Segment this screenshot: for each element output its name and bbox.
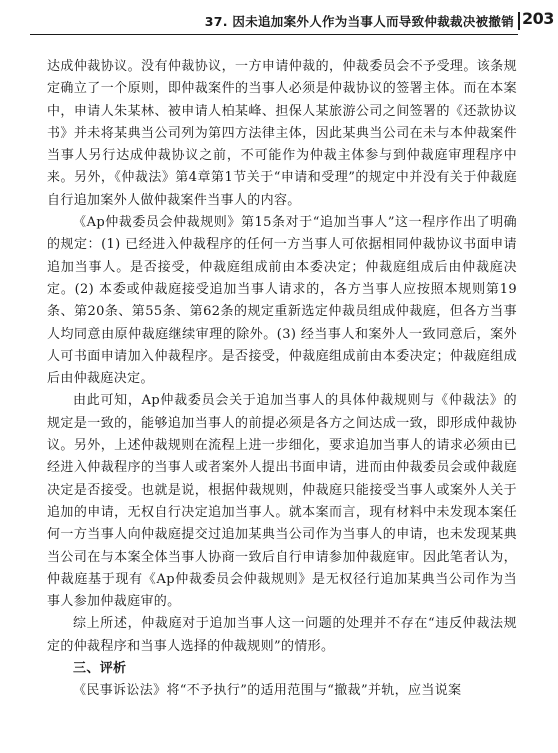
page-number: 203 (522, 9, 554, 28)
running-header-title: 37. 因未追加案外人作为当事人而导致仲裁裁决被撤销 (204, 14, 514, 29)
paragraph-last-line: 《民事诉讼法》将“不予执行”的适用范围与“撤裁”并轨，应当说案 (73, 683, 462, 699)
header-separator (518, 12, 520, 30)
paragraph-continued: 达成仲裁协议。没有仲裁协议，一方申请仲裁的，仲裁委员会不予受理。该条规定确立了一个原则，即仲裁案件的当事人必须是仲裁协议的签署主体。而在本案中，申请人朱某林、被申请人柏某峰、担保人某旅游公司之间签署的《还款协议书》并未将某典当公司列为第四方法律主体，因此某典当公司在未与本仲裁案件当事人另行达成仲裁协议之前，不可能作为仲裁主体参与到仲裁庭审理程序中来。另外，《仲裁法》第4章第1节关于“申请和受理”的规定中并没有关于仲裁庭自行追加案外人做仲裁案件当事人的内容。 (47, 59, 517, 208)
paragraph-analysis: 由此可知，Ap仲裁委员会关于追加当事人的具体仲裁规则与《仲裁法》的规定是一致的，能够追加当事人的前提必须是各方之间达成一致，即形成仲裁协议。另外，上述仲裁规则在流程上进一步细化，要求追加当事人的请求必须由已经进入仲裁程序的当事人或者案外人提出书面申请，进而由仲裁委员会或仲裁庭决定是否接受。也就是说，根据仲裁规则，仲裁庭只能接受当事人或案外人关于追加的申请，无权自行决定追加当事人。就本案而言，现有材料中未发现本案任何一方当事人向仲裁庭提交过追加某典当公司作为当事人的申请，也未发现某典当公司在与本案全体当事人协商一致后自行申请参加仲裁庭审。因此笔者认为，仲裁庭基于现有《Ap仲裁委员会仲裁规则》是无权径行追加某典当公司作为当事人参加仲裁庭审的。 (47, 393, 517, 610)
paragraph-conclusion: 综上所述，仲裁庭对于追加当事人这一问题的处理并不存在“违反仲裁法规定的仲裁程序和当事人选择的仲裁规则”的情形。 (47, 616, 517, 654)
section-heading: 三、评析 (73, 661, 127, 677)
header-rule (30, 34, 518, 35)
paragraph-arbitration-rules: 《Ap仲裁委员会仲裁规则》第15条对于“追加当事人”这一程序作出了明确的规定：(1) 已经进入仲裁程序的任何一方当事人可依据相同仲裁协议书面申请追加当事人。是否接受，仲裁庭组成前由本委决定；仲裁庭组成后由仲裁庭决定。(2) 本委或仲裁庭接受追加当事人请求的，各方当事人应按照本规则第19条、第20条、第55条、第62条的规定重新选定仲裁员组成仲裁庭，但各方当事人均同意由原仲裁庭继续审理的除外。(3) 经当事人和案外人一致同意后，案外人可书面申请加入仲裁程序。是否接受，仲裁庭组成前由本委决定；仲裁庭组成后由仲裁庭决定。 (47, 215, 517, 387)
page-body (47, 56, 517, 703)
running-header (0, 0, 558, 36)
